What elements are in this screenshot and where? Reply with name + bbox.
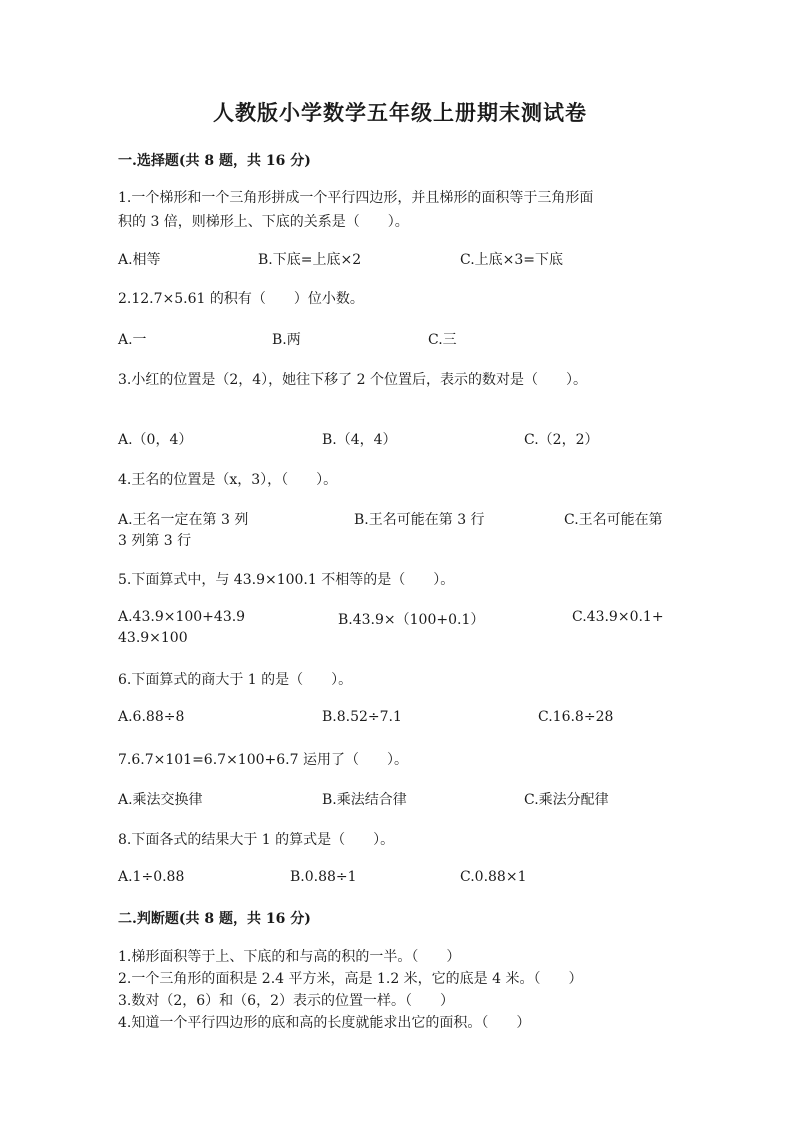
question-5-option-a: A.43.9×100+43.9 <box>118 609 246 625</box>
judgement-item-2: 2.一个三角形的面积是 2.4 平方米，高是 1.2 米，它的底是 4 米。（ ） <box>118 971 583 987</box>
question-8-option-a: A.1÷0.88 <box>118 869 185 885</box>
section-heading-judgement: 二.判断题(共 8 题，共 16 分) <box>118 911 311 927</box>
question-5-option-b: B.43.9×（100+0.1） <box>338 612 485 628</box>
question-1-option-b: B.下底=上底×2 <box>258 252 362 268</box>
question-6-option-c: C.16.8÷28 <box>538 709 614 725</box>
question-4-option-c-cont: 3 列第 3 行 <box>118 533 192 549</box>
question-1-text-cont: 积的 3 倍，则梯形上、下底的关系是（ ）。 <box>118 214 409 230</box>
question-5-option-c-cont: 43.9×100 <box>118 630 188 646</box>
question-2-text: 2.12.7×5.61 的积有（ ）位小数。 <box>118 291 364 307</box>
question-3-option-a: A.（0，4） <box>118 432 193 448</box>
question-6-text: 6.下面算式的商大于 1 的是（ ）。 <box>118 672 353 688</box>
question-1-text: 1.一个梯形和一个三角形拼成一个平行四边形，并且梯形的面积等于三角形面 <box>118 190 594 206</box>
question-7-option-b: B.乘法结合律 <box>322 792 407 808</box>
question-4-text: 4.王名的位置是（x，3），（ ）。 <box>118 472 338 488</box>
question-6-option-b: B.8.52÷7.1 <box>322 709 402 725</box>
question-4-option-c: C.王名可能在第 <box>564 512 663 528</box>
question-7-text: 7.6.7×101=6.7×100+6.7 运用了（ ）。 <box>118 752 408 768</box>
question-1-option-c: C.上底×3=下底 <box>460 252 564 268</box>
question-5-text: 5.下面算式中，与 43.9×100.1 不相等的是（ ）。 <box>118 572 455 588</box>
question-3-option-b: B.（4，4） <box>322 432 397 448</box>
question-8-option-c: C.0.88×1 <box>460 869 527 885</box>
question-1-option-a: A.相等 <box>118 252 161 268</box>
question-8-option-b: B.0.88÷1 <box>290 869 357 885</box>
question-7-option-c: C.乘法分配律 <box>524 792 609 808</box>
question-2-option-a: A.一 <box>118 332 147 348</box>
question-2-option-c: C.三 <box>428 332 457 348</box>
judgement-item-4: 4.知道一个平行四边形的底和高的长度就能求出它的面积。（ ） <box>118 1015 531 1031</box>
question-8-text: 8.下面各式的结果大于 1 的算式是（ ）。 <box>118 832 395 848</box>
judgement-item-3: 3.数对（2，6）和（6，2）表示的位置一样。（ ） <box>118 993 454 1009</box>
section-heading-choice: 一.选择题(共 8 题，共 16 分) <box>118 153 311 169</box>
question-3-option-c: C.（2，2） <box>524 432 599 448</box>
question-6-option-a: A.6.88÷8 <box>118 709 185 725</box>
page-title: 人教版小学数学五年级上册期末测试卷 <box>213 100 587 125</box>
question-4-option-b: B.王名可能在第 3 行 <box>354 512 485 528</box>
question-4-option-a: A.王名一定在第 3 列 <box>118 512 249 528</box>
question-5-option-c: C.43.9×0.1+ <box>572 609 664 625</box>
question-3-text: 3.小红的位置是（2，4），她往下移了 2 个位置后，表示的数对是（ ）。 <box>118 372 587 388</box>
question-2-option-b: B.两 <box>272 332 301 348</box>
question-7-option-a: A.乘法交换律 <box>118 792 203 808</box>
judgement-item-1: 1.梯形面积等于上、下底的和与高的积的一半。（ ） <box>118 949 461 965</box>
